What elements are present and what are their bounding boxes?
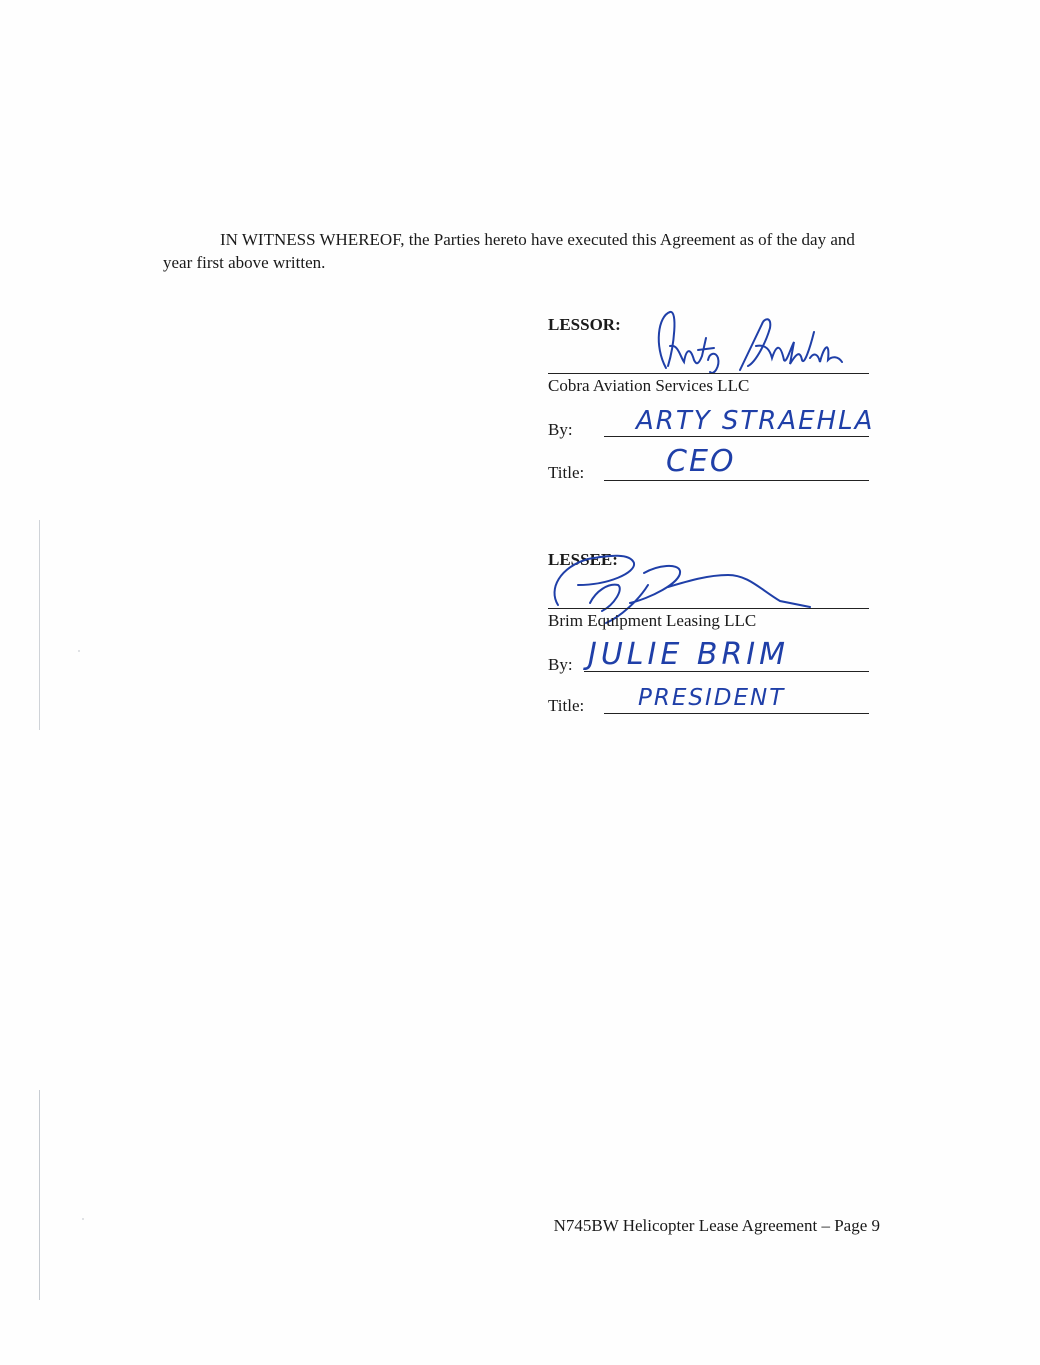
- lessee-title-line: [604, 713, 869, 714]
- lessor-title-line: [604, 480, 869, 481]
- lessor-signature-line: [548, 373, 869, 374]
- lessor-company-name: Cobra Aviation Services LLC: [548, 376, 750, 395]
- scan-speck: [78, 650, 80, 652]
- lessee-signature-line: [548, 608, 869, 609]
- lessor-signature-block: [548, 310, 875, 490]
- lessee-title-handwritten: PRESIDENT: [638, 685, 786, 711]
- lessee-company-name: Brim Equipment Leasing LLC: [548, 611, 757, 630]
- lessor-title-label: Title:: [548, 463, 585, 482]
- lessee-by-name-handwritten: JULIE BRIM: [588, 637, 790, 672]
- scan-edge-mark: [39, 1090, 40, 1300]
- lessor-handwritten-signature: [644, 306, 874, 376]
- witness-clause: IN WITNESS WHEREOF, the Parties hereto have executed this Agreement as of the day and year first above written.: [163, 230, 855, 272]
- scan-edge-mark: [39, 520, 40, 730]
- scan-speck: [82, 1218, 84, 1220]
- lessor-by-line: [604, 436, 869, 437]
- lessor-title-handwritten: CEO: [666, 444, 736, 479]
- page-footer: N745BW Helicopter Lease Agreement – Page 9: [553, 1216, 880, 1235]
- lessee-signature-block: [548, 545, 869, 720]
- lessee-heading: LESSEE:: [548, 550, 618, 569]
- lessor-by-label: By:: [548, 420, 573, 439]
- lessee-by-label: By:: [548, 655, 573, 674]
- lessor-heading: LESSOR:: [548, 315, 621, 334]
- lessee-title-label: Title:: [548, 696, 585, 715]
- lessor-by-name-handwritten: ARTY STRAEHLA: [636, 406, 875, 436]
